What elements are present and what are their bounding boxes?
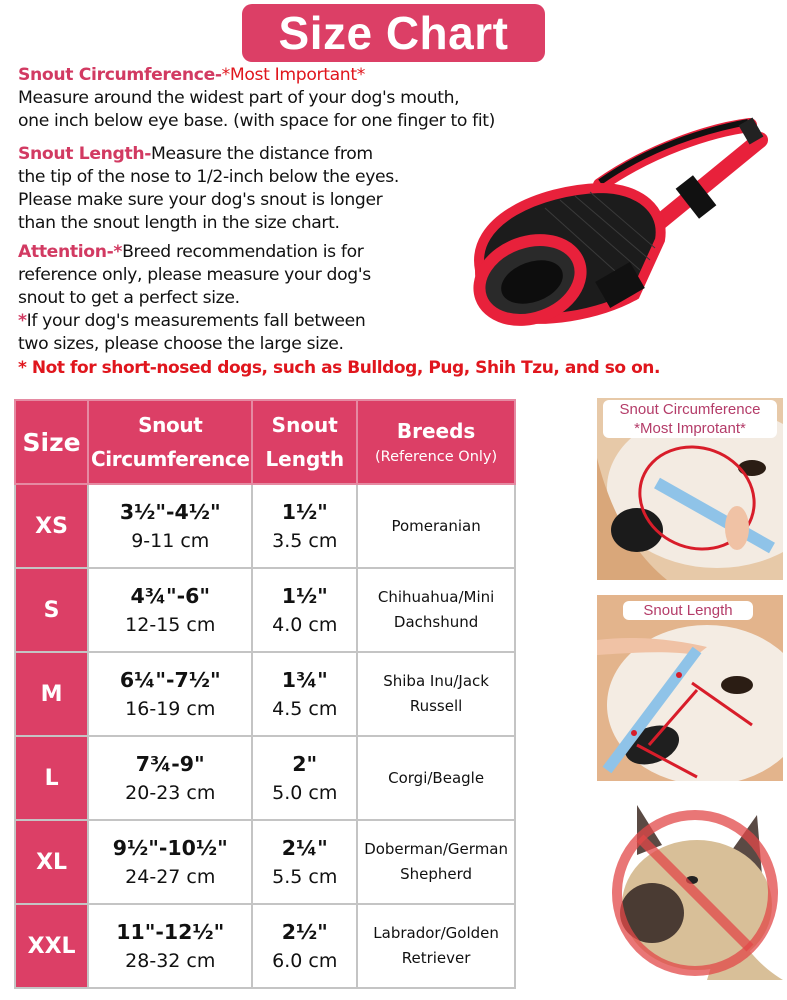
size-cell: S [15,568,88,652]
circumference-cell [88,484,252,568]
breed-line: Retriever [401,949,471,967]
instruction-line: If your dog's measurements fall between [26,311,366,331]
header-length-line1: Snout [271,413,338,437]
instruction-line: the tip of the nose to 1/2-inch below the eyes. [18,167,399,187]
breed-line: Shiba Inu/Jack [383,672,489,690]
length-cm: 4.0 cm [272,614,338,636]
breed-line: Shepherd [400,865,473,883]
breed-cell [357,484,515,568]
prohibited-icon [597,795,783,980]
short-nose-warning: * Not for short-nosed dogs, such as Bulldog, Pug, Shih Tzu, and so on. [18,358,660,378]
instruction-line: one inch below eye base. (with space for one finger to fit) [18,111,496,131]
table-row [15,568,515,652]
breed-cell [357,568,515,652]
length-inches: 1½" [281,500,328,524]
circumference-cell [88,568,252,652]
length-inches: 2½" [281,920,328,944]
circumference-cell [88,904,252,988]
header-breeds [357,400,515,484]
size-table [14,399,516,989]
circumference-cm: 28-32 cm [125,950,216,972]
length-cell [252,904,357,988]
instruction-line: reference only, please measure your dog's [18,265,371,285]
breed-line: Russell [409,697,463,715]
header-breeds-sub: (Reference Only) [375,449,498,465]
instruction-line: Breed recommendation is for [122,242,364,262]
breed-line: Dachshund [393,613,479,631]
circumference-cell [88,736,252,820]
length-cm: 6.0 cm [272,950,338,972]
circumference-cell [88,820,252,904]
instruction-line: Measure around the widest part of your dog's mouth, [18,88,460,108]
breed-cell [357,904,515,988]
circumference-inches: 11"-12½" [116,920,225,944]
table-header-row [15,400,515,484]
header-length-line2: Length [265,447,345,471]
header-size: Size [15,400,88,484]
header-circumference [88,400,252,484]
breed-cell [357,652,515,736]
header-breeds-label: Breeds [396,419,476,443]
length-cell [252,736,357,820]
table-row [15,820,515,904]
length-cm: 3.5 cm [272,530,338,552]
header-length [252,400,357,484]
length-cm: 4.5 cm [272,698,338,720]
header-circumference-line2: Circumference [91,447,250,471]
attention-label: Attention- [18,242,114,262]
muzzle-product-image [450,110,780,350]
breed-cell [357,736,515,820]
size-cell: XS [15,484,88,568]
length-inches: 1½" [281,584,328,608]
length-photo [597,595,783,781]
length-cell [252,484,357,568]
circumference-cm: 12-15 cm [125,614,216,636]
instruction-line: two sizes, please choose the large size. [18,334,344,354]
circumference-cm: 24-27 cm [125,866,216,888]
table-row [15,736,515,820]
breed-line: Doberman/German [364,840,508,858]
between-star: * [18,311,27,331]
instruction-line: snout to get a perfect size. [18,288,240,308]
circumference-cm: 20-23 cm [125,782,216,804]
instruction-line: Please make sure your dog's snout is longer [18,190,383,210]
table-row [15,652,515,736]
most-important-label: *Most Important* [221,65,365,85]
length-inches: 2" [292,752,318,776]
size-chart-title: Size Chart [242,4,545,62]
breed-line: Corgi/Beagle [388,768,485,787]
size-cell: L [15,736,88,820]
circumference-label: Snout Circumference- [18,65,222,85]
circumference-cell [88,652,252,736]
table-row [15,484,515,568]
header-circumference-line1: Snout [138,413,203,437]
length-label: Snout Length- [18,144,152,164]
length-cell [252,820,357,904]
circumference-inches: 4¾"-6" [130,584,211,608]
breed-line: Chihuahua/Mini [377,588,495,606]
circumference-cm: 16-19 cm [125,698,216,720]
length-cell [252,652,357,736]
length-cell [252,568,357,652]
circumference-inches: 7¾-9" [135,752,205,776]
circumference-photo [597,398,783,580]
length-cm: 5.0 cm [272,782,338,804]
breed-line: Pomeranian [391,516,481,535]
length-inches: 1¾" [281,668,328,692]
breed-cell [357,820,515,904]
circumference-photo-label [603,400,777,438]
circumference-inches: 6¼"-7½" [119,668,221,692]
circumference-cm: 9-11 cm [131,530,210,552]
length-inches: 2¼" [281,836,328,860]
size-cell: XXL [15,904,88,988]
size-cell: XL [15,820,88,904]
table-row [15,904,515,988]
not-suitable-photo [597,795,783,980]
breed-line: Labrador/Golden [373,924,499,942]
attention-star: * [113,242,123,262]
length-cm: 5.5 cm [272,866,338,888]
circumference-inches: 3½"-4½" [119,500,221,524]
photo-label-line: Snout Circumference [619,401,761,418]
length-photo-label: Snout Length [623,601,753,620]
size-cell: M [15,652,88,736]
instruction-line: than the snout length in the size chart. [18,213,340,233]
photo-label-line: *Most Improtant* [634,420,746,437]
circumference-inches: 9½"-10½" [112,836,228,860]
instruction-line: Measure the distance from [151,144,373,164]
